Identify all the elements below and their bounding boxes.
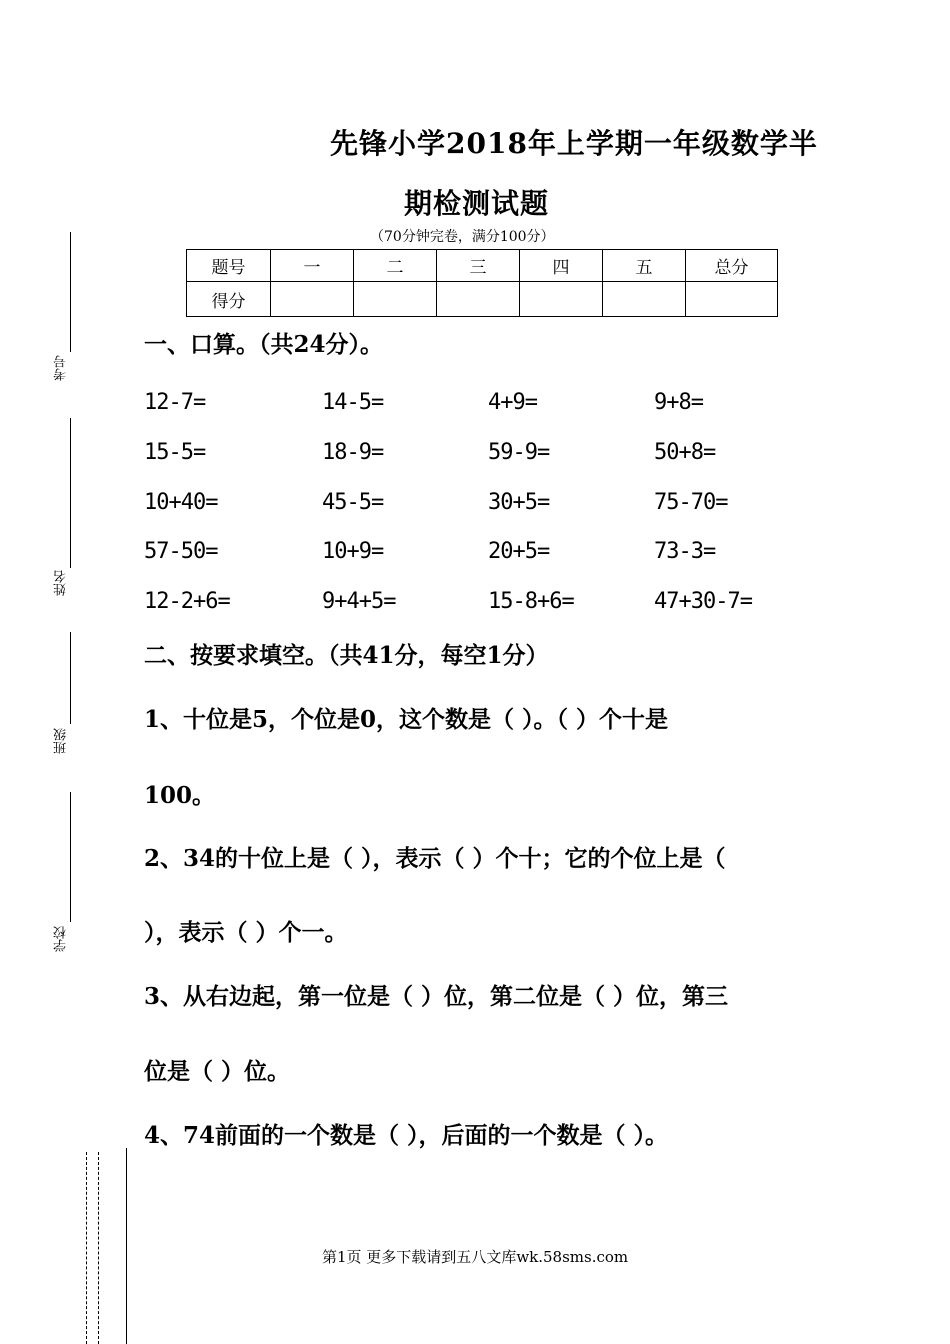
calc-item: 4+9= (488, 390, 537, 415)
score-cell[interactable] (603, 282, 686, 317)
calc-item: 30+5= (488, 490, 550, 515)
calc-item: 75-70= (654, 490, 728, 515)
cut-line-dashed (98, 1152, 99, 1344)
calc-item: 9+4+5= (322, 589, 396, 614)
page-title-line2: 期检测试题 (404, 187, 550, 220)
score-header-cell: 五 (603, 250, 686, 282)
section2-heading: 二、按要求填空。（共41分，每空1分） (144, 642, 549, 669)
score-header-cell: 一 (271, 250, 354, 282)
score-row-label: 得分 (187, 282, 271, 317)
score-cell[interactable] (686, 282, 778, 317)
calc-item: 47+30-7= (654, 589, 752, 614)
margin-line (70, 232, 71, 352)
page-footer: 第1页 更多下载请到五八文库wk.58sms.com (322, 1248, 629, 1266)
sidebar-label-school: 学校 (54, 926, 69, 952)
question-line: 1、十位是5，个位是0，这个数是（ ）。（ ）个十是 (144, 706, 669, 733)
section1-heading: 一、口算。（共24分）。 (144, 331, 384, 358)
calc-item: 20+5= (488, 539, 550, 564)
score-table (186, 249, 778, 317)
calc-item: 15-8+6= (488, 589, 574, 614)
calc-item: 59-9= (488, 440, 550, 465)
score-header-cell: 四 (520, 250, 603, 282)
binding-line (126, 1148, 127, 1344)
score-header-cell: 二 (354, 250, 437, 282)
score-cell[interactable] (271, 282, 354, 317)
score-cell[interactable] (520, 282, 603, 317)
score-cell[interactable] (437, 282, 520, 317)
calc-item: 12-7= (144, 390, 206, 415)
calc-item: 10+9= (322, 539, 384, 564)
sidebar-label-class: 班级 (54, 728, 69, 754)
margin-line (70, 632, 71, 724)
question-line: 位是（ ）位。 (144, 1058, 291, 1085)
question-line: 100。 (144, 782, 216, 809)
sidebar-label-exam-no: 考号 (54, 355, 69, 381)
cut-line-dashed (86, 1152, 87, 1344)
margin-line (70, 418, 71, 568)
calc-item: 9+8= (654, 390, 703, 415)
question-line: 2、34的十位上是（ ），表示（ ）个十；它的个位上是（ (144, 845, 726, 872)
page-subtitle: （70分钟完卷，满分100分） (370, 229, 555, 245)
calc-item: 10+40= (144, 490, 218, 515)
score-header-cell: 总分 (686, 250, 778, 282)
question-line: ），表示（ ）个一。 (144, 919, 348, 946)
margin-line (70, 792, 71, 922)
sidebar-label-name: 姓名 (54, 570, 69, 596)
score-cell[interactable] (354, 282, 437, 317)
calc-item: 50+8= (654, 440, 716, 465)
score-header-cell: 三 (437, 250, 520, 282)
calc-item: 45-5= (322, 490, 384, 515)
calc-item: 12-2+6= (144, 589, 230, 614)
question-line: 4、74前面的一个数是（ ），后面的一个数是（ ）。 (144, 1122, 669, 1149)
score-header-cell: 题号 (187, 250, 271, 282)
calc-item: 14-5= (322, 390, 384, 415)
calc-item: 73-3= (654, 539, 716, 564)
question-line: 3、从右边起，第一位是（ ）位，第二位是（ ）位，第三 (144, 983, 729, 1010)
calc-item: 18-9= (322, 440, 384, 465)
calc-item: 57-50= (144, 539, 218, 564)
calc-item: 15-5= (144, 440, 206, 465)
page-title-line1: 先锋小学2018年上学期一年级数学半 (330, 127, 818, 160)
